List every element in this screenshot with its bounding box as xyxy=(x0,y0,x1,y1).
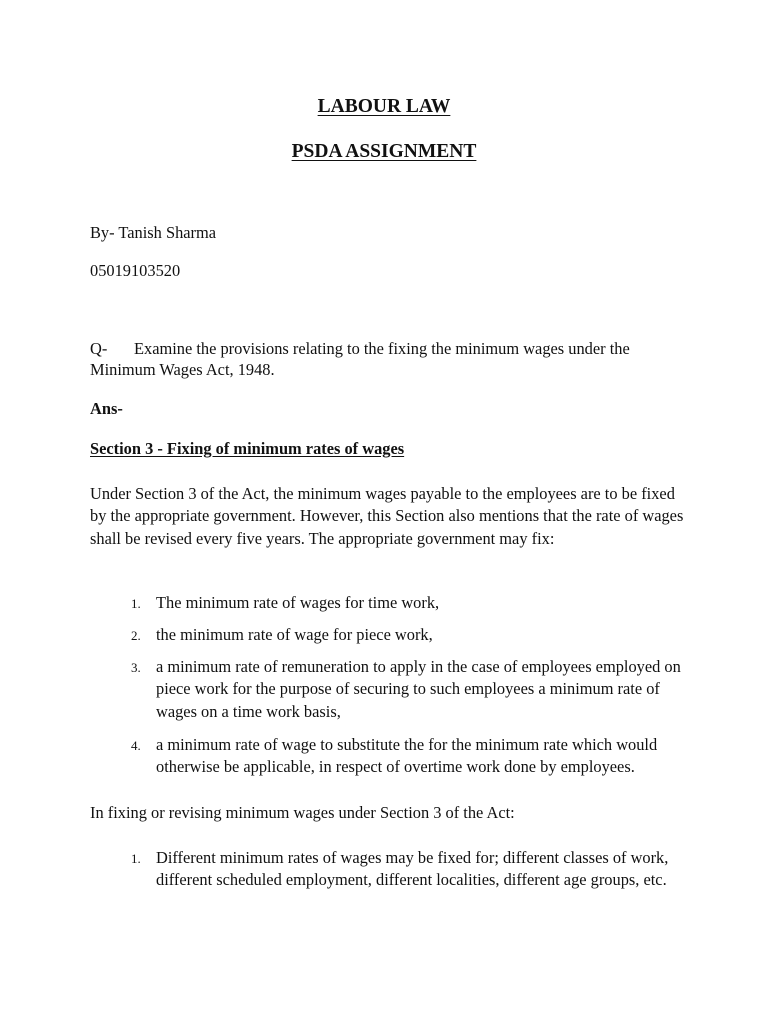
question-text-line2: Minimum Wages Act, 1948. xyxy=(90,360,275,379)
list-item: the minimum rate of wage for piece work, xyxy=(156,625,433,644)
document-subtitle: PSDA ASSIGNMENT xyxy=(291,141,477,162)
document-title: LABOUR LAW xyxy=(317,96,451,117)
list-item: a minimum rate of wage to substitute the for the minimum rate which would otherwise be applicable, in respect of overtime work done by employees. xyxy=(156,735,658,777)
list-item-number: 2. xyxy=(131,628,141,643)
question-label: Q- xyxy=(90,339,108,358)
list-item: The minimum rate of wages for time work, xyxy=(156,593,440,612)
list-item-number: 1. xyxy=(131,851,141,866)
list-item-number: 3. xyxy=(131,660,141,675)
answer-label: Ans- xyxy=(90,399,123,418)
list-item-number: 4. xyxy=(131,738,141,753)
intro-paragraph: Under Section 3 of the Act, the minimum wages payable to the employees are to be fixed by the appropriate government. However, this Section also mentions that the rate of wages shall be revised every five years. The appropriate government may fix: xyxy=(90,484,684,548)
roll-number: 05019103520 xyxy=(90,261,181,280)
list-item: Different minimum rates of wages may be fixed for; different classes of work, different scheduled employment, different localities, different age groups, etc. xyxy=(156,848,669,890)
list-item-number: 1. xyxy=(131,596,141,611)
list-item: a minimum rate of remuneration to apply in the case of employees employed on piece work for the purpose of securing to such employees a minimum rate of wages on a time work basis, xyxy=(156,657,681,721)
question-text-line1: Examine the provisions relating to the fixing the minimum wages under the xyxy=(134,339,630,358)
author-byline: By- Tanish Sharma xyxy=(90,223,217,242)
revising-intro: In fixing or revising minimum wages under Section 3 of the Act: xyxy=(90,803,515,822)
section-heading: Section 3 - Fixing of minimum rates of wages xyxy=(90,439,405,458)
